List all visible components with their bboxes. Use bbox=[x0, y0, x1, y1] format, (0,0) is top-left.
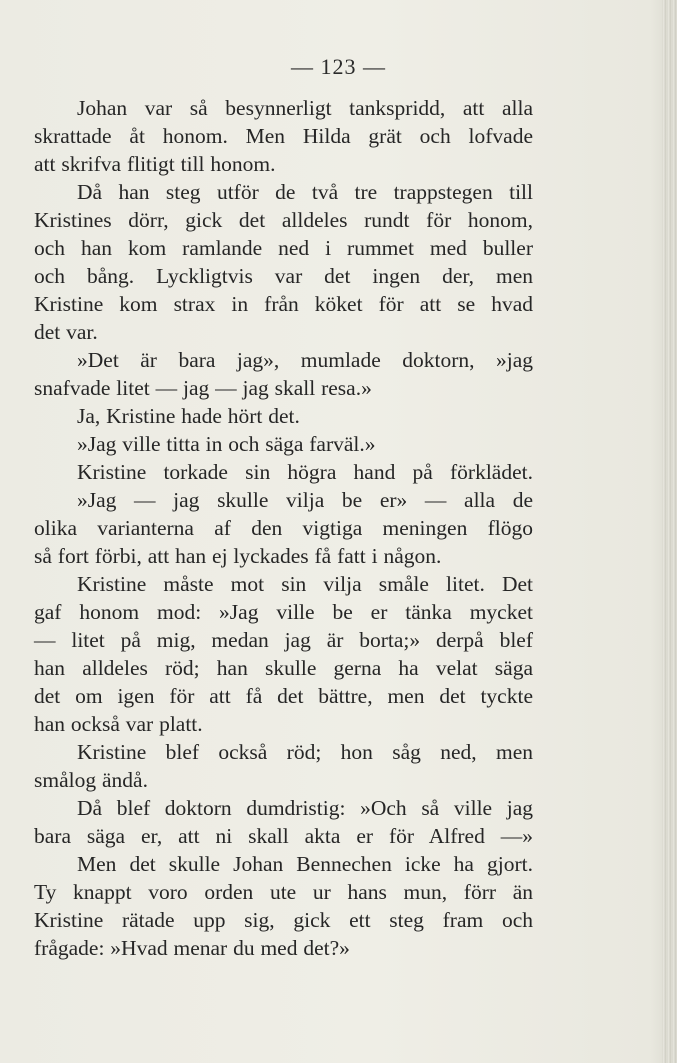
text-line: Då blef doktorn dumdristig: »Och så ville jag bbox=[77, 796, 533, 820]
text-line: Ty knappt voro orden ute ur hans mun, förr än bbox=[34, 880, 533, 904]
text-line: skrattade åt honom. Men Hilda grät och lofvade bbox=[34, 124, 533, 148]
text-line: olika varianterna af den vigtiga meningen flögo bbox=[34, 516, 533, 540]
text-line: frågade: »Hvad menar du med det?» bbox=[34, 936, 350, 960]
text-line: det om igen för att få det bättre, men det tyckte bbox=[34, 684, 533, 708]
text-line: »Jag — jag skulle vilja be er» — alla de bbox=[77, 488, 533, 512]
text-line: snafvade litet — jag — jag skall resa.» bbox=[34, 376, 372, 400]
text-line: han alldeles röd; han skulle gerna ha velat säga bbox=[34, 656, 533, 680]
text-line: Kristine blef också röd; hon såg ned, men bbox=[77, 740, 533, 764]
body-text bbox=[34, 94, 533, 962]
page-number: — 123 — bbox=[291, 54, 386, 79]
text-line: Kristine rätade upp sig, gick ett steg fram och bbox=[34, 908, 533, 932]
page-edge bbox=[662, 0, 677, 1063]
text-line: Ja, Kristine hade hört det. bbox=[77, 404, 300, 428]
text-line: »Det är bara jag», mumlade doktorn, »jag bbox=[77, 348, 533, 372]
text-line: — litet på mig, medan jag är borta;» derpå blef bbox=[34, 628, 533, 652]
text-line: Då han steg utför de två tre trappstegen till bbox=[77, 180, 533, 204]
text-line: Kristine kom strax in från köket för att se hvad bbox=[34, 292, 533, 316]
text-line: han också var platt. bbox=[34, 712, 203, 736]
text-line: Johan var så besynnerligt tankspridd, att alla bbox=[77, 96, 533, 120]
text-line: »Jag ville titta in och säga farväl.» bbox=[77, 432, 376, 456]
text-line: smålog ändå. bbox=[34, 768, 148, 792]
text-line: det var. bbox=[34, 320, 98, 344]
text-line: Kristines dörr, gick det alldeles rundt för honom, bbox=[34, 208, 533, 232]
text-line: och han kom ramlande ned i rummet med buller bbox=[34, 236, 533, 260]
text-line: Kristine torkade sin högra hand på förklädet. bbox=[77, 460, 533, 484]
text-line: Men det skulle Johan Bennechen icke ha gjort. bbox=[77, 852, 533, 876]
text-line: att skrifva flitigt till honom. bbox=[34, 152, 276, 176]
text-line: bara säga er, att ni skall akta er för Alfred —» bbox=[34, 824, 533, 848]
text-line: Kristine måste mot sin vilja småle litet. Det bbox=[77, 572, 533, 596]
text-line: så fort förbi, att han ej lyckades få fatt i någon. bbox=[34, 544, 442, 568]
text-line: och bång. Lyckligtvis var det ingen der, men bbox=[34, 264, 533, 288]
text-line: gaf honom mod: »Jag ville be er tänka mycket bbox=[34, 600, 533, 624]
